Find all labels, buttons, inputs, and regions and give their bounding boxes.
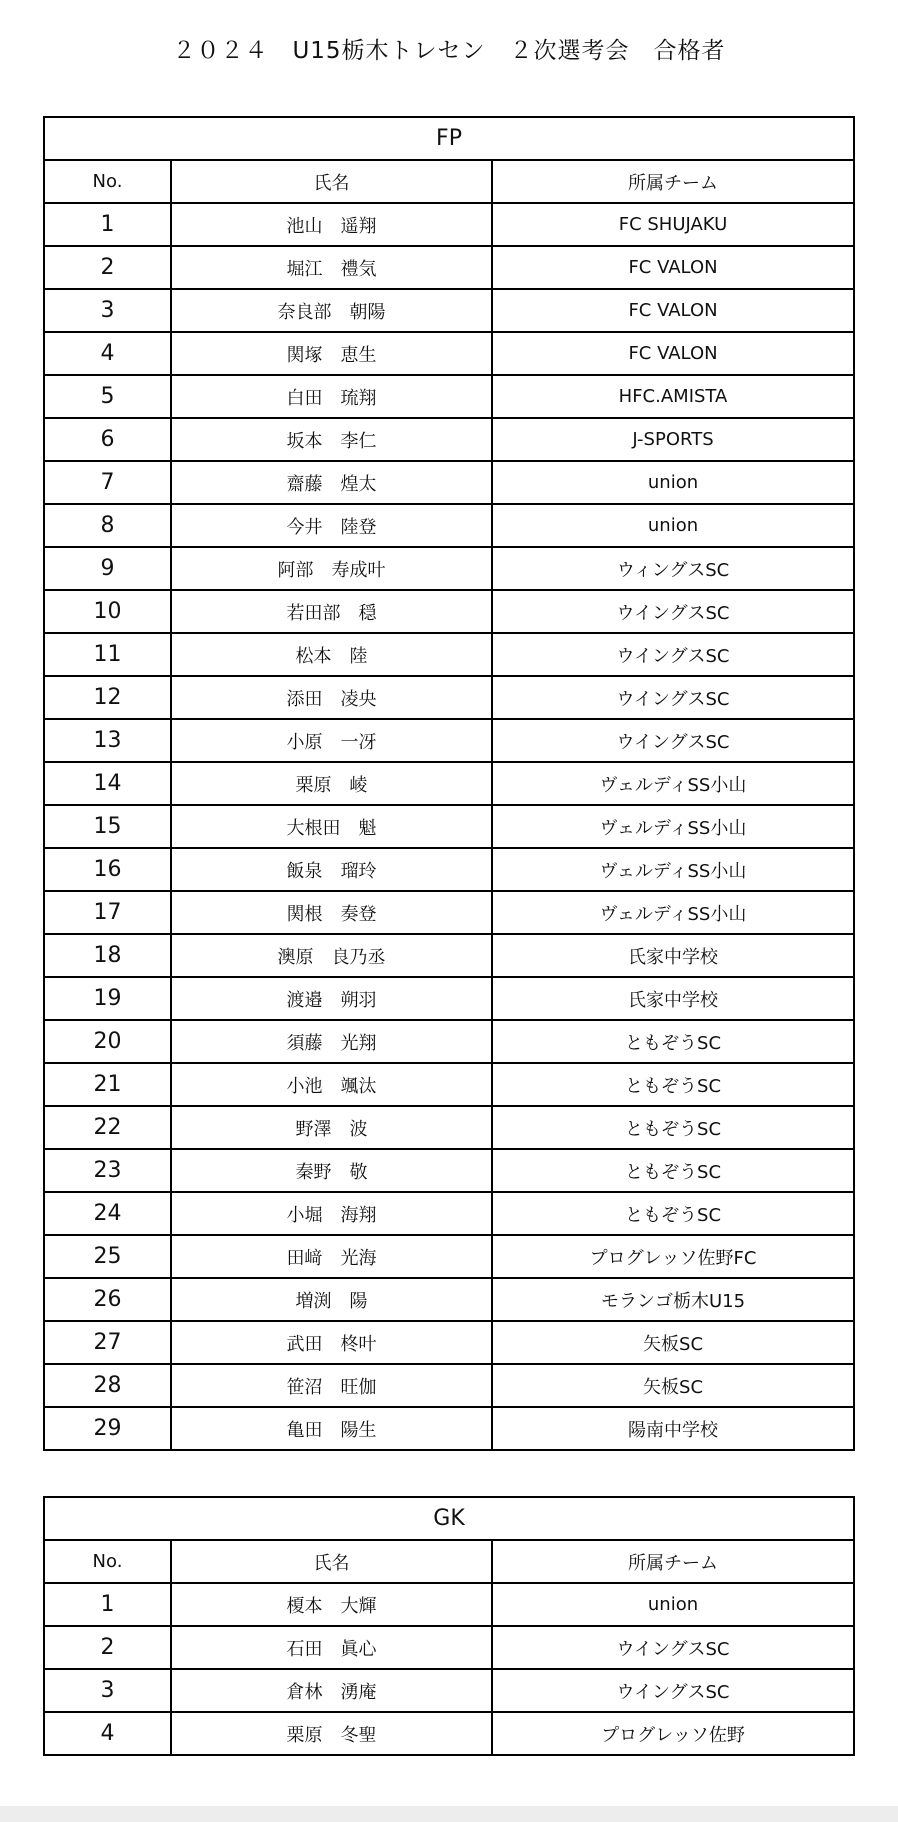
team-name: ウイングスSC: [492, 676, 854, 719]
team-name: J-SPORTS: [492, 418, 854, 461]
team-name: ウイングスSC: [492, 633, 854, 676]
fp-table-row: [44, 203, 854, 246]
player-name: 栗原 崚: [171, 762, 492, 805]
fp-table-row: [44, 289, 854, 332]
fp-table-row: [44, 891, 854, 934]
gk-table: [43, 1496, 855, 1756]
team-name: ヴェルディSS小山: [492, 805, 854, 848]
fp-table-row: [44, 1235, 854, 1278]
player-name: 増渕 陽: [171, 1278, 492, 1321]
team-name: union: [492, 461, 854, 504]
row-number: 4: [44, 1712, 171, 1755]
player-name: 堀江 禮気: [171, 246, 492, 289]
team-name: ともぞうSC: [492, 1149, 854, 1192]
team-name: ヴェルディSS小山: [492, 762, 854, 805]
team-name: union: [492, 504, 854, 547]
player-name: 亀田 陽生: [171, 1407, 492, 1450]
player-name: 秦野 敬: [171, 1149, 492, 1192]
player-name: 栗原 冬聖: [171, 1712, 492, 1755]
player-name: 白田 琉翔: [171, 375, 492, 418]
fp-table-row: [44, 461, 854, 504]
fp-header-name: 氏名: [171, 160, 492, 203]
row-number: 4: [44, 332, 171, 375]
fp-table-row: [44, 504, 854, 547]
player-name: 野澤 波: [171, 1106, 492, 1149]
gk-table-row: [44, 1712, 854, 1755]
team-name: ともぞうSC: [492, 1106, 854, 1149]
row-number: 20: [44, 1020, 171, 1063]
player-name: 田﨑 光海: [171, 1235, 492, 1278]
row-number: 24: [44, 1192, 171, 1235]
row-number: 9: [44, 547, 171, 590]
row-number: 29: [44, 1407, 171, 1450]
row-number: 10: [44, 590, 171, 633]
fp-table-row: [44, 1364, 854, 1407]
row-number: 8: [44, 504, 171, 547]
row-number: 18: [44, 934, 171, 977]
row-number: 7: [44, 461, 171, 504]
gk-table-row: [44, 1626, 854, 1669]
fp-table-row: [44, 418, 854, 461]
row-number: 27: [44, 1321, 171, 1364]
gk-header-team: 所属チーム: [492, 1540, 854, 1583]
player-name: 武田 柊叶: [171, 1321, 492, 1364]
team-name: union: [492, 1583, 854, 1626]
team-name: 矢板SC: [492, 1364, 854, 1407]
player-name: 今井 陸登: [171, 504, 492, 547]
row-number: 16: [44, 848, 171, 891]
team-name: ウイングスSC: [492, 1626, 854, 1669]
fp-table-row: [44, 1192, 854, 1235]
fp-table-row: [44, 1020, 854, 1063]
row-number: 6: [44, 418, 171, 461]
player-name: 若田部 穏: [171, 590, 492, 633]
player-name: 榎本 大輝: [171, 1583, 492, 1626]
fp-table-row: [44, 848, 854, 891]
team-name: ともぞうSC: [492, 1020, 854, 1063]
player-name: 飯泉 瑠玲: [171, 848, 492, 891]
gk-header-no: No.: [44, 1540, 171, 1583]
row-number: 17: [44, 891, 171, 934]
row-number: 2: [44, 246, 171, 289]
fp-table-row: [44, 977, 854, 1020]
team-name: 氏家中学校: [492, 934, 854, 977]
fp-table-row: [44, 332, 854, 375]
team-name: ウィングスSC: [492, 547, 854, 590]
team-name: HFC.AMISTA: [492, 375, 854, 418]
team-name: FC VALON: [492, 332, 854, 375]
fp-table: [43, 116, 855, 1451]
fp-table-row: [44, 1063, 854, 1106]
row-number: 12: [44, 676, 171, 719]
player-name: 小原 一冴: [171, 719, 492, 762]
team-name: FC VALON: [492, 246, 854, 289]
team-name: ヴェルディSS小山: [492, 891, 854, 934]
team-name: ヴェルディSS小山: [492, 848, 854, 891]
fp-table-row: [44, 375, 854, 418]
player-name: 笹沼 旺伽: [171, 1364, 492, 1407]
team-name: ウイングスSC: [492, 719, 854, 762]
page-title: ２０２４ U15栃木トレセン ２次選考会 合格者: [172, 38, 726, 64]
team-name: ともぞうSC: [492, 1063, 854, 1106]
gk-table-row: [44, 1583, 854, 1626]
team-name: 氏家中学校: [492, 977, 854, 1020]
player-name: 坂本 李仁: [171, 418, 492, 461]
player-name: 関根 奏登: [171, 891, 492, 934]
row-number: 14: [44, 762, 171, 805]
fp-table-row: [44, 1278, 854, 1321]
team-name: プログレッソ佐野: [492, 1712, 854, 1755]
fp-table-row: [44, 590, 854, 633]
fp-header-no: No.: [44, 160, 171, 203]
player-name: 小池 颯汰: [171, 1063, 492, 1106]
page-bottom-edge: [0, 1806, 898, 1822]
player-name: 関塚 恵生: [171, 332, 492, 375]
team-name: 矢板SC: [492, 1321, 854, 1364]
player-name: 奈良部 朝陽: [171, 289, 492, 332]
row-number: 13: [44, 719, 171, 762]
player-name: 池山 遥翔: [171, 203, 492, 246]
row-number: 5: [44, 375, 171, 418]
player-name: 渡邉 朔羽: [171, 977, 492, 1020]
gk-section-header: GK: [44, 1497, 854, 1540]
fp-table-row: [44, 1149, 854, 1192]
row-number: 3: [44, 1669, 171, 1712]
player-name: 倉林 湧庵: [171, 1669, 492, 1712]
player-name: 小堀 海翔: [171, 1192, 492, 1235]
player-name: 阿部 寿成叶: [171, 547, 492, 590]
fp-table-row: [44, 934, 854, 977]
gk-header-name: 氏名: [171, 1540, 492, 1583]
team-name: 陽南中学校: [492, 1407, 854, 1450]
fp-table-body: [44, 203, 854, 1450]
fp-table-row: [44, 762, 854, 805]
row-number: 19: [44, 977, 171, 1020]
fp-table-row: [44, 1321, 854, 1364]
fp-header-team: 所属チーム: [492, 160, 854, 203]
fp-table-row: [44, 633, 854, 676]
fp-section-header: FP: [44, 117, 854, 160]
fp-table-row: [44, 1106, 854, 1149]
team-name: ウイングスSC: [492, 1669, 854, 1712]
row-number: 21: [44, 1063, 171, 1106]
team-name: FC SHUJAKU: [492, 203, 854, 246]
row-number: 15: [44, 805, 171, 848]
fp-table-row: [44, 547, 854, 590]
player-name: 須藤 光翔: [171, 1020, 492, 1063]
gk-table-body: [44, 1583, 854, 1755]
team-name: モランゴ栃木U15: [492, 1278, 854, 1321]
player-name: 大根田 魁: [171, 805, 492, 848]
fp-table-row: [44, 805, 854, 848]
fp-table-row: [44, 676, 854, 719]
row-number: 22: [44, 1106, 171, 1149]
fp-table-row: [44, 719, 854, 762]
player-name: 松本 陸: [171, 633, 492, 676]
team-name: FC VALON: [492, 289, 854, 332]
row-number: 1: [44, 203, 171, 246]
row-number: 11: [44, 633, 171, 676]
player-name: 添田 凌央: [171, 676, 492, 719]
fp-table-row: [44, 246, 854, 289]
row-number: 26: [44, 1278, 171, 1321]
team-name: ともぞうSC: [492, 1192, 854, 1235]
row-number: 23: [44, 1149, 171, 1192]
player-name: 石田 眞心: [171, 1626, 492, 1669]
row-number: 2: [44, 1626, 171, 1669]
player-name: 澳原 良乃丞: [171, 934, 492, 977]
team-name: ウイングスSC: [492, 590, 854, 633]
row-number: 1: [44, 1583, 171, 1626]
row-number: 28: [44, 1364, 171, 1407]
team-name: プログレッソ佐野FC: [492, 1235, 854, 1278]
row-number: 25: [44, 1235, 171, 1278]
gk-table-row: [44, 1669, 854, 1712]
row-number: 3: [44, 289, 171, 332]
fp-table-row: [44, 1407, 854, 1450]
player-name: 齋藤 煌太: [171, 461, 492, 504]
